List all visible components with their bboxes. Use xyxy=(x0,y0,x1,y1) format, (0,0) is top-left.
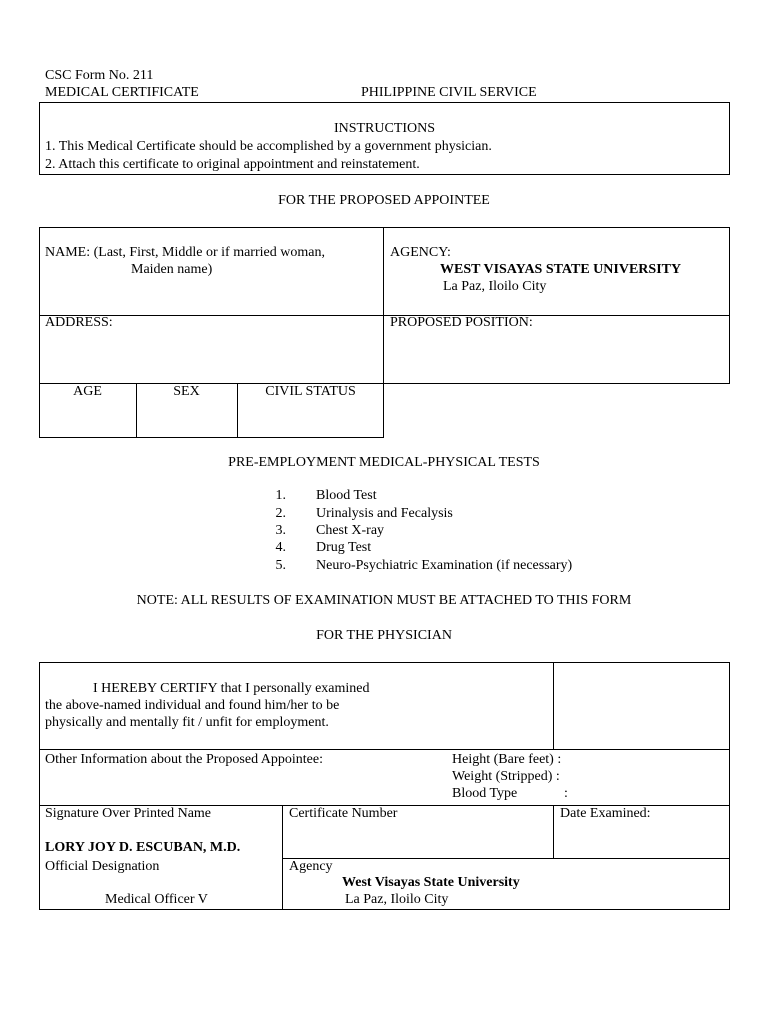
list-item: 5. Neuro-Psychiatric Examination (if necessary) xyxy=(275,558,573,573)
name-label: NAME: (Last, First, Middle or if married woman, xyxy=(45,245,325,260)
physician-name: LORY JOY D. ESCUBAN, M.D. xyxy=(45,840,241,855)
official-designation-label: Official Designation xyxy=(45,859,160,874)
physician-agency-name: West Visayas State University xyxy=(342,875,520,890)
address-label: ADDRESS: xyxy=(45,315,113,330)
instruction-item-2: 2. Attach this certificate to original appointment and reinstatement. xyxy=(45,157,420,172)
instruction-item-1: 1. This Medical Certificate should be accomplished by a government physician. xyxy=(45,139,492,154)
list-item: 4. Drug Test xyxy=(275,540,372,555)
official-designation-value: Medical Officer V xyxy=(105,892,208,907)
agency-header: PHILIPPINE CIVIL SERVICE xyxy=(361,85,537,100)
blood-type-label: Blood Type xyxy=(452,786,518,801)
age-label: AGE xyxy=(73,384,102,399)
results-note: NOTE: ALL RESULTS OF EXAMINATION MUST BE ATTACHED TO THIS FORM xyxy=(136,593,632,608)
other-info-label: Other Information about the Proposed Appointee: xyxy=(45,752,323,767)
proposed-position-label: PROPOSED POSITION: xyxy=(390,315,533,330)
agency-location: La Paz, Iloilo City xyxy=(443,279,547,294)
signature-label: Signature Over Printed Name xyxy=(45,806,212,821)
appointee-section-heading: FOR THE PROPOSED APPOINTEE xyxy=(278,193,490,208)
agency-row-divider xyxy=(282,858,730,859)
physician-section-heading: FOR THE PHYSICIAN xyxy=(316,628,452,643)
form-number: CSC Form No. 211 xyxy=(45,68,154,83)
date-examined-label: Date Examined: xyxy=(560,806,651,821)
list-item: 3. Chest X-ray xyxy=(275,523,385,538)
certify-row-divider xyxy=(39,749,730,750)
civil-status-label: CIVIL STATUS xyxy=(265,384,356,399)
blood-type-colon: : xyxy=(564,786,568,801)
sex-label: SEX xyxy=(173,384,200,399)
tests-heading: PRE-EMPLOYMENT MEDICAL-PHYSICAL TESTS xyxy=(228,455,540,470)
agency-label: AGENCY: xyxy=(390,245,451,260)
date-column-divider xyxy=(553,805,554,858)
agency-name: WEST VISAYAS STATE UNIVERSITY xyxy=(440,262,682,277)
certificate-number-label: Certificate Number xyxy=(289,806,398,821)
appointee-row-divider xyxy=(39,315,730,316)
list-item: 1. Blood Test xyxy=(275,488,377,503)
certification-text-line-2: the above-named individual and found him/her to be xyxy=(45,698,340,713)
weight-label: Weight (Stripped) : xyxy=(452,769,560,784)
list-item: 2. Urinalysis and Fecalysis xyxy=(275,506,453,521)
certify-column-divider xyxy=(553,662,554,750)
name-label-maiden: Maiden name) xyxy=(131,262,213,277)
height-label: Height (Bare feet) : xyxy=(452,752,562,767)
certification-text-line-3: physically and mentally fit / unfit for employment. xyxy=(45,715,329,730)
certification-text-line-1: I HEREBY CERTIFY that I personally examined xyxy=(93,681,370,696)
physician-agency-label: Agency xyxy=(289,859,333,874)
physician-agency-location: La Paz, Iloilo City xyxy=(345,892,449,907)
form-title: MEDICAL CERTIFICATE xyxy=(45,85,199,100)
instructions-heading: INSTRUCTIONS xyxy=(333,121,436,136)
